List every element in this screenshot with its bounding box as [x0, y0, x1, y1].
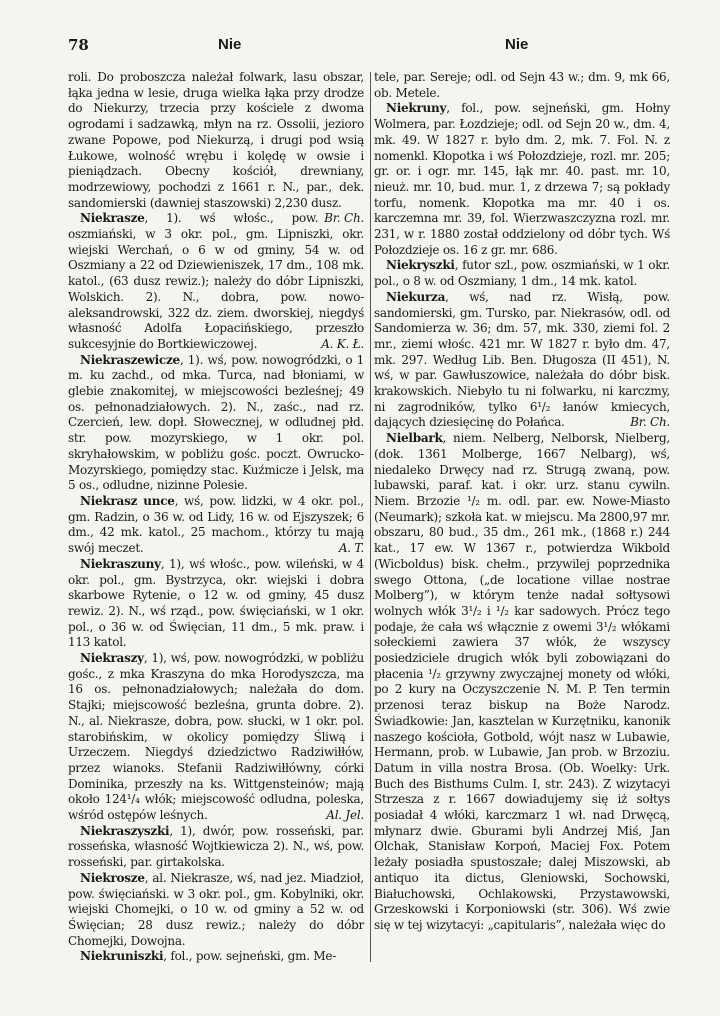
entry-text: , niem. Nelberg, Nelborsk, Nielberg, (dok. 1361 Molberge, 1667 Nelbarg), wś, niedaleko Drwęcy nad rz. Strugą zwaną, pow. lubawski, paraf. kat. i okr. urz. stanu cywiln. Niem. Brzozie ¹/₂ m. odl. par. ew. Nowe-Miasto (Neumark); szkoła kat. w miejscu. Ma 2800,97 mr. obszaru, 80 bud., 35 dm., 261 mk., (1868 r.) 244 kat., 17 ew. W 1367 r., potwierdza Wikbold (Wicboldus) bisk. chełm., przywilej poprzednika swego Ottona, („de locatione villae nostrae Molberg”), w którym tenże nadał sołtysowi wolnych włók 3¹/₂ i ¹/₂ kar sadowych. Prócz tego podaje, że cała wś włącznie z owemi 3¹/₂ włókami sołeckiemi zawiera 37 włók, że wszyscy posiedziciele drugich włók byli zobowiązani do płacenia ¹/₂ grzywny zwyczajnej monety od włóki, po 2 kury na Oczyszczenie N. M. P. Ten termin przenosi teraz biskup na Boże Narodz. Świadkowie: Jan, kasztelan w Kurzętniku, kanonik naszego kościoła, Gotbold, wójt nasz w Lubawie, Hermann, prob. w Lubawie, Jan prob. w Brzoziu. Datum in villa nostra Brosa. (Ob. Woelky: Urk. Buch des Bisthums Culm. I, str. 243). Z wizytacyi Strzesza z r. 1667 dowiadujemy się iż sołtys posiadał 4 włóki, karczmarz 1 wł. nad Drwęcą, młynarz dwie. Gburami byli Andrzej Miś, Jan Olchak, Stanisław Korpoń, Maciej Fox. Potem leżały posiadła spustoszałe; dalej Miszowski, ab antiquo ita dictus, Gleniowski, Sochowski, Białuchowski, Ochlakowski, Przystawowski, Grzeskowski i Korponiowski (str. 306). Wś zwie się w tej wizytacyi: „capitularis”, należała więc do [374, 431, 670, 932]
entry [68, 949, 364, 965]
entry-headword: Niekraszuny [80, 556, 161, 571]
entry-headword: Niekrasze [80, 211, 145, 226]
entry-text: , 1). wś włośc., pow. oszmiański, w 3 okr. pol., gm. Lipniszki, okr. wiejski Werchań, o 6 w od gminy, 54 w. od Oszmiany a 22 od Dziewieniszek, 17 dm., 108 mk. katol., (63 dusz rewiz.); należy do dóbr Lipniszki, Wolskich. 2). N., dobra, pow. nowo-aleksandrowski, 322 dz. ziem. dworskiej, niegdyś własność Adolfa Łopacińskiego, przeszło sukcesyjnie do Bortkiewiczowej. [68, 211, 364, 351]
entry-text: , 1), wś, pow. nowogródzki, w pobliżu gośc., z mka Kraszyna do mka Horodyszcza, ma 16 os. pełnonadziałowych; należała do dom. Stajki; miejscowość bezleśna, grunta dobre. 2). N., al. Niekrasze, dobra, pow. słucki, w 1 okr. pol. starobińskim, w okolicy pomiędzy Śliwą i Urzeczem. Niegdyś dziedzictwo Radziwiłłów, przez wianoks. Stefanii Radziwiłłówny, córki Dominika, przeszły na ks. Wittgensteinów; mają około 124¹/₄ włók; miejscowość odludna, poleska, wśród ostępów leśnych. [68, 651, 364, 823]
page-number: 78 [68, 36, 89, 54]
entry-headword: Niekraszy [80, 651, 144, 666]
entry-headword: Niekruniszki [80, 949, 164, 964]
entry [68, 557, 364, 651]
entry-headword: Niekraszyszki [80, 823, 170, 838]
entry-signature: Al. Jel. [326, 808, 364, 823]
entry-text: , futor szl., pow. oszmiański, w 1 okr. pol., o 8 w. od Oszmiany, 1 dm., 14 mk. katol. [374, 258, 670, 289]
entry-text: tele, par. Sereje; odl. od Sejn 43 w.; dm. 9, mk 66, ob. Metele. [374, 70, 670, 100]
entry [68, 211, 364, 352]
entry [68, 871, 364, 950]
entry-text: , al. Niekrasze, wś, nad jez. Miadzioł, pow. święciański. w 3 okr. pol., gm. Kobylniki, okr. wiejski Chomejki, o 10 w. od gminy a 52 w. od Święcian; 28 dusz rewiz.; należy do dóbr Chomejki, Dowojna. [68, 870, 364, 948]
entry-headword: Niekraszewicze [80, 352, 180, 367]
entry [68, 651, 364, 824]
entry [374, 290, 670, 431]
entry-headword: Niekryszki [386, 258, 455, 273]
entry-text: , 1). wś, pow. nowogródzki, o 1 m. ku zachd., od mka. Turca, nad błoniami, w glebie znakomitej, w miejscowości bezleśnej; 49 os. pełnonadziałowych. 2). N., zaśc., nad rz. Czercień, lew. dopł. Słowecznej, w odludnej płd. str. pow. mozyrskiego, w 1 okr. pol. skryhałowskim, w pobliżu gośc. poczt. Owrucko-Mozyrskiego, pomiędzy stac. Kuźmicze i Jelsk, ma 5 os., odludne, nizinne Polesie. [68, 352, 364, 493]
entry [374, 258, 670, 289]
left-column [68, 70, 364, 965]
entry [68, 824, 364, 871]
entry-text: , 1), dwór, pow. rosseński, par. rosseńska, własność Wojtkiewicza 2). N., wś, pow. rosseński, par. girtakolska. [68, 823, 364, 870]
entry [374, 101, 670, 258]
entry-text: , wś, nad rz. Wisłą, pow. sandomierski, gm. Tursko, par. Niekrasów, odl. od Sandomierza w. 36; dm. 57, mk. 330, ziemi fol. 2 mr., ziemi włośc. 421 mr. W 1827 r. było dm. 47, mk. 297. Według Lib. Ben. Długosza (II 451), N. wś, w par. Gawłuszowice, należała do dóbr bisk. krakowskich. Niebyło tu ni folwarku, ni karczmy, ni zagrodników, tylko 6¹/₂ łanów kmiecych, dających dziesięcinę do Połańca. [374, 289, 670, 430]
entry [68, 353, 364, 494]
entry-text: , fol., pow. sejneński, gm. Hołny Wolmera, par. Łozdzieje; odl. od Sejn 20 w., dm. 4, mk. 49. W 1827 r. było dm. 2, mk. 7. Fol. N. z nomenkl. Kłopotka i wś Połozdzieje, rozl. mr. 205; gr. or. i ogr. mr. 145, łąk mr. 40. past. mr. 10, nieuż. mr. 10, bud. mur. 1, z drzewa 7; są pokłady torfu, nomenk. Kłopotka ma mr. 40 i os. karczemna mr. 39, fol. Wierzwaszczyzna rozl. mr. 231, w r. 1880 został oddzielony od dóbr tych. Wś Połozdzieje os. 16 z gr. mr. 686. [374, 101, 670, 257]
entry-headword: Niekrasz unce [80, 493, 175, 508]
entry-headword: Niekurza [386, 289, 446, 304]
entry-text: roli. Do proboszcza należał folwark, lasu obszar, łąka jedna w lesie, druga wielka łąka przy drodze do Niekurzy, trzecia przy kościele z dwoma ogrodami i sadzawką, młyn na rz. Ossolii, jezioro zwane Popowe, pod Niekurzą, i drugi pod wsią Łukowe, wolność wrębu i kolędę w owsie i pieniądzach. Obecny kościół, drewniany, modrzewiowy, pochodzi z 1661 r. N., par., dek. sandomierski (dawniej staszowski) 2,230 dusz. [68, 70, 364, 210]
running-head-left: Nie [218, 36, 242, 53]
entry-headword: Niekrosze [80, 870, 145, 885]
entry-signature: A. K. Ł. [321, 336, 364, 351]
entry-text: , fol., pow. sejneński, gm. Me- [163, 949, 337, 964]
entry-text: , wś, pow. lidzki, w 4 okr. pol., gm. Radzin, o 36 w. od Lidy, 16 w. od Ejszyszek; 6 dm., 42 mk. katol., 25 machom., którzy tu mają swój meczet. [68, 493, 364, 556]
running-head-right: Nie [505, 36, 529, 53]
entry-headword: Nielbark [386, 431, 443, 446]
entry-signature: Br. Ch. [324, 211, 364, 226]
entry-signature: Br. Ch. [630, 415, 670, 430]
entry-text: , 1), wś włośc., pow. wileński, w 4 okr. pol., gm. Bystrzyca, okr. wiejski i dobra skarbowe Rytenie, o 12 w. od gminy, 45 dusz rewiz. 2). N., wś rząd., pow. święciański, w 1 okr. pol., o 36 w. od Święcian, 11 dm., 5 mk. praw. i 113 katol. [68, 556, 364, 650]
entry [374, 431, 670, 934]
entry [68, 494, 364, 557]
entry-signature: A. T. [338, 541, 364, 556]
entry [374, 70, 670, 101]
column-divider [370, 72, 371, 962]
right-column [374, 70, 670, 934]
entry-headword: Niekruny [386, 101, 447, 116]
